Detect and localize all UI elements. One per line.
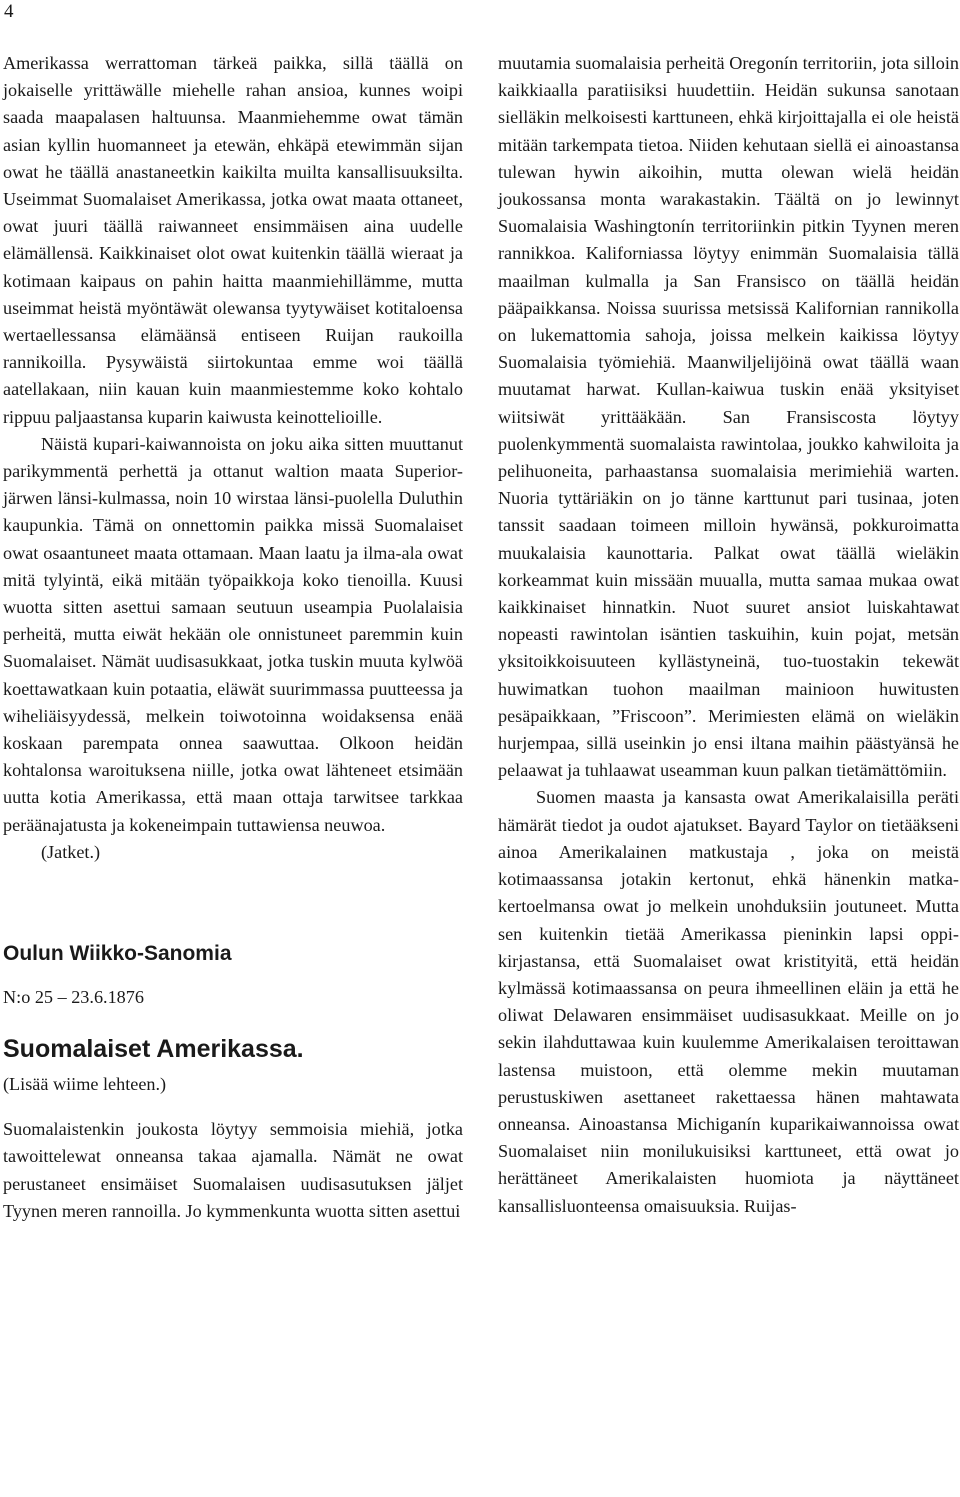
article-subnote: (Lisää wiime lehteen.) [3,1074,167,1095]
right-paragraph-2: Suomen maasta ja kansasta owat Amerikalaisilla peräti hämärät tiedot ja oudot ajatukset. Bayard Taylor on tietääkseni ainoa Amerikalainen matkustaja , joka on meistä kotimaassansa jotakin kertonut, ehkä hänenkin matka-kertoelmansa owat jo melkein unohduksiin joutuneet. Mutta sen kuitenkin tietää Amerikassa pieninkin lapsi oppi-kirjastansa, että Suomalaiset owat kristityitä, että heidän kylmässä kotimaassansa on peura ihmeellinen eläin ja että he oliwat Delawaren ensimmäiset uudisasukkaat. Meille on jo sekin ilahduttawaa kuin kuulemme Amerikalaisen teroittawan lastensa muistoon, että olemme mekin muutaman perustuskiwen asettaneet rakettaessa hänen mahtawata onneansa. Ainoastansa Michiganín kuparikaiwannoissa owat Suomalaiset niin monilukuisiksi karttuneet, että owat jo herättäneet Amerikalaisten huomiota ja näyttäneet kansallisluonteensa omaisuuksia. Ruijas- [498,787,959,1216]
newspaper-name: Oulun Wiikko-Sanomia [3,942,232,966]
left-column [3,50,463,1225]
right-column [498,50,959,1220]
page-number: 4 [4,1,14,22]
right-paragraph-1: muutamia suomalaisia perheitä Oregonín territoriin, jota silloin kaikkiaalla paratiisiksi huudettiin. Heidän sukunsa sanotaan sielläkin melkoisesti karttuneen, ehkä kirjoittajalla ei ole heistä mitään tarkempata tietoa. Niiden kehutaan siellä ei ainoastansa tulewan hywin aikoihin, mutta olewan wielä heidän joukossansa monta warakastakin. Täältä on jo lewinnyt Suomalaisia Washingtonín territoriinkin pitkin Tyynen meren rannikkoa. Kaliforniassa löytyy enimmän Suomalaisia tällä maailman kulmalla ja San Fransisco on täällä heidän pääpaikkansa. Noissa suurissa metsissä Kalifornian rannikolla on lukemattomia sahoja, joissa melkein kaikissa löytyy Suomalaisia työmiehiä. Maanwiljelijöinä owat täällä waan muutamat harwat. Kullan-kaiwua tuskin enää yksityiset wiitsiwät yrittääkään. San Fransiscosta löytyy puolenkymmentä suomalaista rawintolaa, joukko kahwiloita ja pelihuoneita, parhaastansa suomalaisia merimiehiä warten. Nuoria tyttäriäkin on jo tänne karttunut pari tusinaa, joten tanssit saadaan toimeen milloin hywänsä, pokkuroimatta muukalaisia kaunottaria. Palkat owat täällä wieläkin korkeammat kuin missään muualla, mutta samaa mukaa owat kaikkinaiset hinnatkin. Nuot suuret ansiot luiskahtawat nopeasti rawintolan isäntien taskuihin, kuin pojat, metsän yksitoikkoisuuteen kyllästyneinä, tuo-tuostakin tekewät huwimatkan tuohon maailman mainioon huwitusten pesäpaikkaan, ”Friscoon”. Merimiesten elämä on wieläkin hurjempaa, sillä useinkin jo ensi iltana maihin päästyänsä he pelaawat ja tuhlaawat useamman kuun palkan tietämättömiin. [498,53,959,781]
issue-line: N:o 25 – 23.6.1876 [3,987,144,1008]
article-headline: Suomalaiset Amerikassa. [3,1035,304,1064]
left-paragraph-2: Näistä kupari-kaiwannoista on joku aika sitten muuttanut parikymmentä perhettä ja ottanut waltion maata Superior-järwen länsi-kulmassa, noin 10 wirstaa länsi-puolella Duluthin kaupunkia. Tämä on onnettomin paikka missä Suomalaiset owat osaantuneet maata ottamaan. Maan laatu ja ilma-ala owat mitä tylyintä, eikä mitään työpaikkoja koko tienoilla. Kuusi wuotta sitten asettui samaan seutuun useampia Puolalaisia perheitä, mutta eiwät hekään ole onnistuneet paremmin kuin Suomalaiset. Nämät uudisasukkaat, jotka tuskin muuta kylwöä koettawatkaan kuin potaatia, eläwät suurimmassa puutteessa ja wiheliäisyydessä, melkein toiwotoinna woidaksensa enää koskaan parempata onnea saawuttaa. Olkoon heidän kohtalonsa waroituksena niille, jotka owat lähteneet etsimään uutta kotia Amerikassa, että maan ottaja tarwitsee tarkkaa peräänajatusta ja kokeneimpain tuttawiensa neuwoa. [3,433,463,835]
left-paragraph-3: Suomalaistenkin joukosta löytyy semmoisia miehiä, jotka tawoittelewat onneansa takaa ajamalla. Nämät ne owat perustaneet ensimäiset Suomalaisen uudisasutuksen jäljet Tyynen meren rannoilla. Jo kymmenkunta wuotta sitten asettui [3,1119,463,1221]
left-paragraph-1: Amerikassa werrattoman tärkeä paikka, sillä täällä on jokaiselle yrittäwälle miehelle rahan ansioa, kunnes woipi saada maapalasen haltuunsa. Maanmiehemme owat tämän asian kyllin huomanneet ja etewän, ehkäpä etewimmän sijan owat he täällä anastaneetkin kaikilta muilta kansallisuuksilta. Useimmat Suomalaiset Amerikassa, jotka owat maata ottaneet, owat juuri täällä raiwanneet ensimmäisen aina uudelle elämällensä. Kaikkinaiset olot owat kuitenkin täällä wieraat ja kotimaan kaipaus on pahin haitta maanmiehillämme, mutta useimmat heistä myöntäwät olewansa tyytywäiset kotitaloensa wertaellessansa elämäänsä entiseen Ruijan raukoilla rannikoilla. Pysywäistä siirtokuntaa emme woi täällä aatellakaan, niin kauan kuin maanmiestemme koko kohtalo rippuu paljaastansa kuparin kaiwusta keinottelioille. [3,53,463,427]
continued-note: (Jatket.) [41,841,101,862]
